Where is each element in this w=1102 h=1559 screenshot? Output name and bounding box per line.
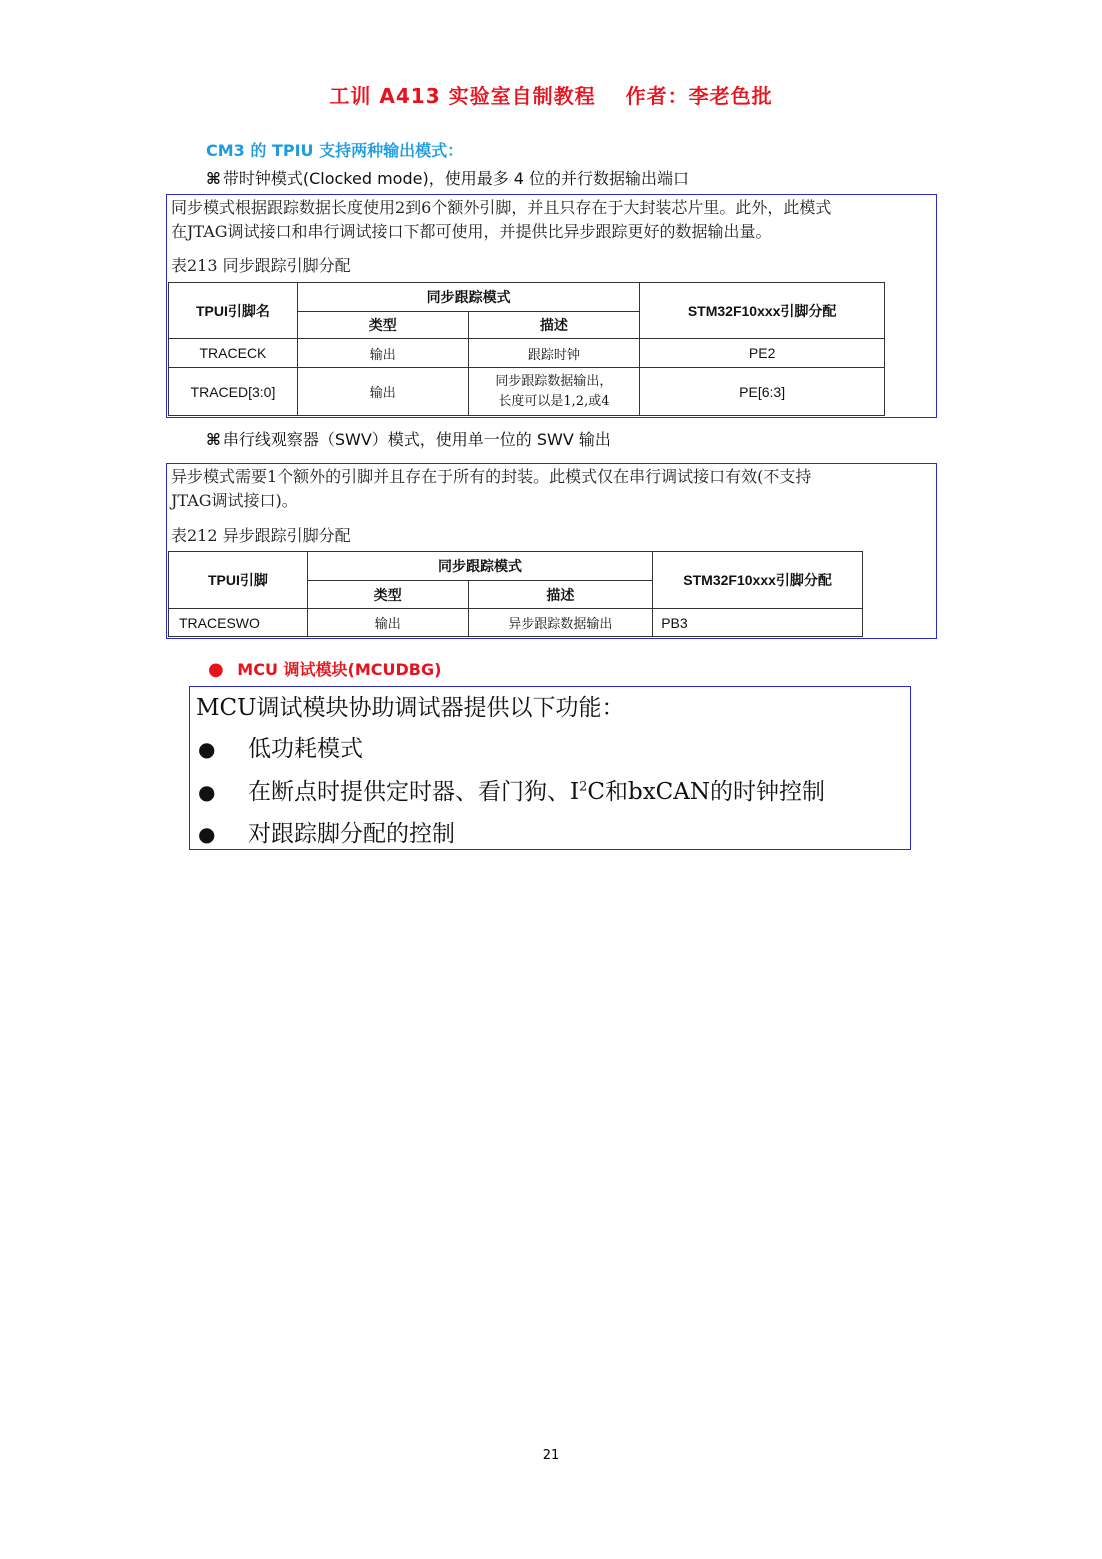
list-item-text: 对跟踪脚分配的控制 — [248, 821, 455, 847]
col-tpui-pin: TPUI引脚 — [169, 552, 308, 609]
page-header — [0, 80, 1102, 109]
cell-desc-line1: 同步跟踪数据输出， — [495, 373, 613, 389]
col-stm32-pin: STM32F10xxx引脚分配 — [640, 283, 885, 339]
col-type: 类型 — [297, 312, 468, 339]
mcu-title-text: MCU 调试模块(MCUDBG) — [237, 660, 442, 679]
sync-desc-line2: 在JTAG调试接口和串行调试接口下都可使用，并提供比异步跟踪更好的数据输出量。 — [171, 222, 772, 241]
bullet-icon: ● — [198, 822, 216, 846]
mcu-debug-box — [189, 686, 911, 850]
list-item — [198, 730, 363, 763]
mode-clocked — [206, 166, 689, 189]
bullet-icon: ● — [198, 737, 216, 761]
list-item-text: 低功耗模式 — [248, 736, 363, 762]
cell-stm32-pin: PE[6:3] — [640, 368, 885, 416]
async-desc-line1: 异步模式需要1个额外的引脚并且存在于所有的封装。此模式仅在串行调试接口有效(不支持 — [171, 467, 812, 486]
col-tpui-pin-name: TPUI引脚名 — [169, 283, 298, 339]
cell-pin-name: TRACED[3:0] — [169, 368, 298, 416]
col-desc: 描述 — [468, 581, 653, 609]
sync-trace-box — [166, 194, 937, 418]
async-pin-table — [168, 551, 863, 637]
cell-desc — [468, 368, 640, 416]
mode-swv — [206, 427, 611, 450]
superscript: 2 — [579, 779, 588, 795]
col-group-sync: 同步跟踪模式 — [297, 283, 639, 312]
cell-type: 输出 — [307, 609, 468, 637]
col-stm32-pin: STM32F10xxx引脚分配 — [653, 552, 863, 609]
mcu-section-title — [208, 657, 441, 680]
section-title: CM3 的 TPIU 支持两种输出模式： — [206, 141, 464, 160]
table-row — [169, 609, 863, 637]
command-icon: ⌘ — [206, 430, 221, 449]
cell-stm32-pin: PB3 — [653, 609, 863, 637]
table-row — [169, 339, 885, 368]
mode-swv-text: 串行线观察器（SWV）模式，使用单一位的 SWV 输出 — [222, 430, 611, 449]
cell-stm32-pin: PE2 — [640, 339, 885, 368]
header-author: 作者：李老色批 — [625, 84, 773, 108]
list-item — [198, 815, 455, 848]
mode-clocked-text: 带时钟模式(Clocked mode)，使用最多 4 位的并行数据输出端口 — [222, 169, 690, 188]
table-row — [169, 368, 885, 416]
async-trace-box — [166, 463, 937, 639]
cell-pin-name: TRACECK — [169, 339, 298, 368]
cell-desc: 异步跟踪数据输出 — [468, 609, 653, 637]
page-number: 21 — [542, 1448, 560, 1463]
col-type: 类型 — [307, 581, 468, 609]
col-desc: 描述 — [468, 312, 640, 339]
list-item — [198, 773, 825, 806]
list-item-text-cont: C和bxCAN的时钟控制 — [587, 779, 826, 805]
cell-type: 输出 — [297, 339, 468, 368]
bullet-icon: ● — [198, 780, 216, 804]
list-item-text: 在断点时提供定时器、看门狗、I — [248, 779, 580, 805]
mcu-intro: MCU调试模块协助调试器提供以下功能： — [196, 695, 625, 721]
col-group-sync: 同步跟踪模式 — [307, 552, 652, 581]
sync-pin-table — [168, 282, 885, 416]
async-desc-line2: JTAG调试接口)。 — [171, 491, 298, 510]
red-bullet-icon: ● — [208, 659, 224, 680]
header-title: 工训 A413 实验室自制教程 — [329, 84, 596, 108]
cell-pin-name: TRACESWO — [169, 609, 308, 637]
async-table-caption: 表212 异步跟踪引脚分配 — [171, 526, 351, 545]
command-icon: ⌘ — [206, 169, 221, 188]
cell-desc-line2: 长度可以是1,2,或4 — [498, 393, 610, 409]
cell-type: 输出 — [297, 368, 468, 416]
sync-desc-line1: 同步模式根据跟踪数据长度使用2到6个额外引脚，并且只存在于大封装芯片里。此外，此模式 — [171, 198, 832, 217]
sync-table-caption: 表213 同步跟踪引脚分配 — [171, 256, 351, 275]
cell-desc: 跟踪时钟 — [468, 339, 640, 368]
